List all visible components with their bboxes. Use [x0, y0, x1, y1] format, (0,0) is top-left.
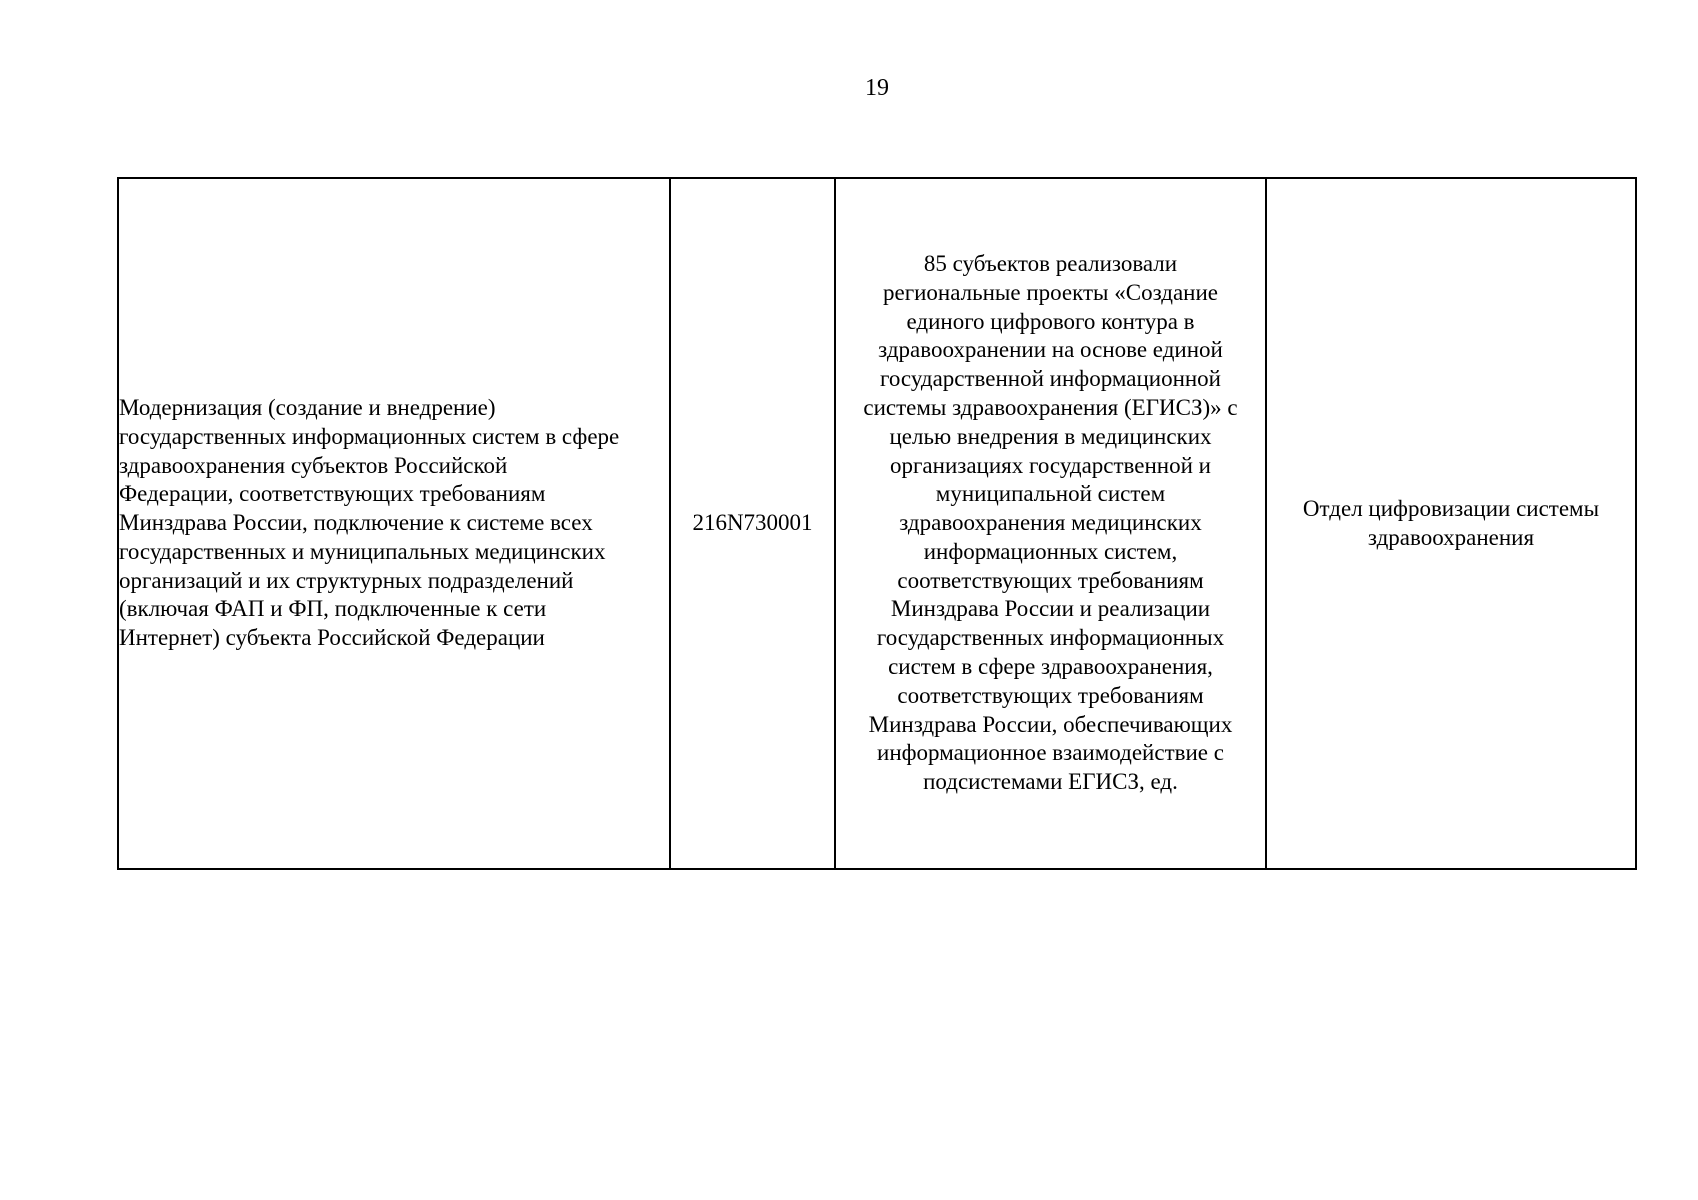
cell-code [670, 178, 835, 869]
description-line: Минздрава России, подключение к системе всех [119, 510, 593, 536]
project-code: 216N730001 [692, 510, 813, 536]
indicator-line: информационное взаимодействие с [877, 740, 1224, 766]
indicator-line: Минздрава России, обеспечивающих [868, 711, 1233, 737]
indicator-line: целью внедрения в медицинских [889, 423, 1212, 449]
department-line: Отдел цифровизации системы [1302, 495, 1600, 521]
page-number: 19 [865, 75, 889, 101]
document-table [117, 177, 1637, 870]
indicator-line: подсистемами ЕГИСЗ, ед. [923, 769, 1178, 795]
description-line: Интернет) субъекта Российской Федерации [119, 625, 545, 651]
description-line: Федерации, соответствующих требованиям [119, 481, 546, 507]
description-line: (включая ФАП и ФП, подключенные к сети [119, 596, 547, 622]
table-row [118, 178, 1636, 869]
indicator-line: соответствующих требованиям [897, 682, 1204, 708]
description-line: Модернизация (создание и внедрение) [119, 394, 496, 420]
indicator-line: единого цифрового контура в [906, 308, 1195, 334]
indicator-line: региональные проекты «Создание [882, 279, 1219, 305]
cell-indicator [835, 178, 1266, 869]
indicator-line: 85 субъектов реализовали [923, 250, 1178, 276]
indicator-line: Минздрава России и реализации [890, 596, 1211, 622]
description-line: государственных информационных систем в сфере [119, 423, 620, 449]
indicator-line: государственных информационных [876, 625, 1225, 651]
indicator-line: здравоохранения медицинских [899, 510, 1202, 536]
indicator-line: здравоохранении на основе единой [878, 337, 1223, 363]
page-number-container [0, 74, 1698, 102]
indicator-line: государственной информационной [880, 366, 1221, 392]
description-line: здравоохранения субъектов Российской [119, 452, 508, 478]
indicator-line: муниципальной систем [935, 481, 1166, 507]
indicator-line: информационных систем, [923, 538, 1178, 564]
department-line: здравоохранения [1367, 524, 1535, 550]
cell-description [118, 178, 670, 869]
indicator-line: системы здравоохранения (ЕГИСЗ)» с [863, 394, 1238, 420]
indicator-line: соответствующих требованиям [897, 567, 1204, 593]
indicator-line: организациях государственной и [890, 452, 1211, 478]
description-line: организаций и их структурных подразделений [119, 567, 574, 593]
cell-department [1266, 178, 1636, 869]
indicator-line: систем в сфере здравоохранения, [888, 654, 1213, 680]
description-line: государственных и муниципальных медицинских [119, 538, 606, 564]
